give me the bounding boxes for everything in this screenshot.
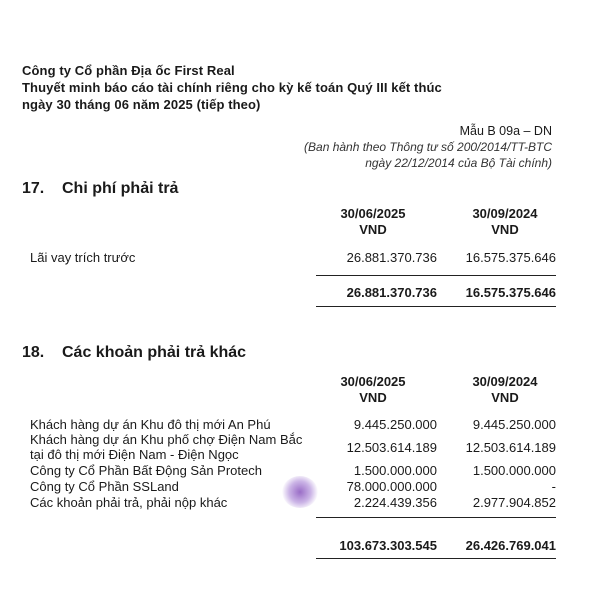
s17-total-v2: 16.575.375.646 xyxy=(465,285,556,300)
report-date-line: ngày 30 tháng 06 năm 2025 (tiếp theo) xyxy=(22,97,261,112)
s18-row-v1: 1.500.000.000 xyxy=(353,463,437,478)
s18-col1-unit: VND xyxy=(359,390,387,405)
report-title-line: Thuyết minh báo cáo tài chính riêng cho kỳ kế toán Quý III kết thúc xyxy=(22,80,442,95)
form-note-2: ngày 22/12/2014 của Bộ Tài chính) xyxy=(365,156,552,170)
section-17-label: Chi phí phải trả xyxy=(62,180,179,197)
s18-row-label: Công ty Cổ Phần Bất Động Sản Protech xyxy=(30,463,262,478)
s17-col2-date: 30/09/2024 xyxy=(472,206,538,221)
s18-row-v2: 2.977.904.852 xyxy=(472,495,556,510)
company-name: Công ty Cổ phần Địa ốc First Real xyxy=(22,63,235,78)
s18-col2-unit: VND xyxy=(491,390,519,405)
s18-row-v1: 9.445.250.000 xyxy=(353,417,437,432)
section-18-number: 18. xyxy=(22,344,45,361)
s18-total-v1: 103.673.303.545 xyxy=(339,538,437,553)
form-note-1: (Ban hành theo Thông tư số 200/2014/TT-BTC xyxy=(304,140,552,154)
s17-row-v1: 26.881.370.736 xyxy=(346,250,437,265)
s17-col1-unit: VND xyxy=(359,222,387,237)
s18-col1-header xyxy=(313,374,433,406)
s17-col1-header xyxy=(313,206,433,238)
s18-total-underline xyxy=(316,558,556,559)
s17-row-label: Lãi vay trích trước xyxy=(30,250,136,265)
s18-total-v2: 26.426.769.041 xyxy=(465,538,556,553)
s18-row-v2: - xyxy=(551,479,556,494)
s18-row-label-cont: tại đô thị mới Điện Nam - Điện Ngọc xyxy=(30,447,239,462)
s18-row-v2: 9.445.250.000 xyxy=(472,417,556,432)
s18-row-label: Công ty Cổ Phần SSLand xyxy=(30,479,179,494)
form-id: Mẫu B 09a – DN xyxy=(459,124,552,138)
s18-col2-date: 30/09/2024 xyxy=(472,374,538,389)
s18-row-v1: 78.000.000.000 xyxy=(346,479,437,494)
s17-col2-unit: VND xyxy=(491,222,519,237)
s17-col1-date: 30/06/2025 xyxy=(340,206,406,221)
section-17-number: 17. xyxy=(22,180,45,197)
s18-row-v1: 2.224.439.356 xyxy=(353,495,437,510)
s18-row-label: Khách hàng dự án Khu đô thị mới An Phú xyxy=(30,417,271,432)
s17-total-rule xyxy=(316,275,556,276)
s17-col2-header xyxy=(445,206,565,238)
section-18-title xyxy=(22,344,246,362)
s17-total-underline xyxy=(316,306,556,307)
s18-row-label: Các khoản phải trả, phải nộp khác xyxy=(30,495,228,510)
ink-smudge xyxy=(282,476,318,508)
s17-total-v1: 26.881.370.736 xyxy=(346,285,437,300)
s18-row-v2: 1.500.000.000 xyxy=(472,463,556,478)
s18-total-rule xyxy=(316,517,556,518)
s18-row-label: Khách hàng dự án Khu phố chợ Điện Nam Bắc xyxy=(30,432,303,447)
section-18-label: Các khoản phải trả khác xyxy=(62,344,247,361)
s18-col1-date: 30/06/2025 xyxy=(340,374,406,389)
s18-row-v1: 12.503.614.189 xyxy=(346,440,437,455)
s18-col2-header xyxy=(445,374,565,406)
section-17-title xyxy=(22,180,178,198)
s18-row-v2: 12.503.614.189 xyxy=(465,440,556,455)
s17-row-v2: 16.575.375.646 xyxy=(465,250,556,265)
